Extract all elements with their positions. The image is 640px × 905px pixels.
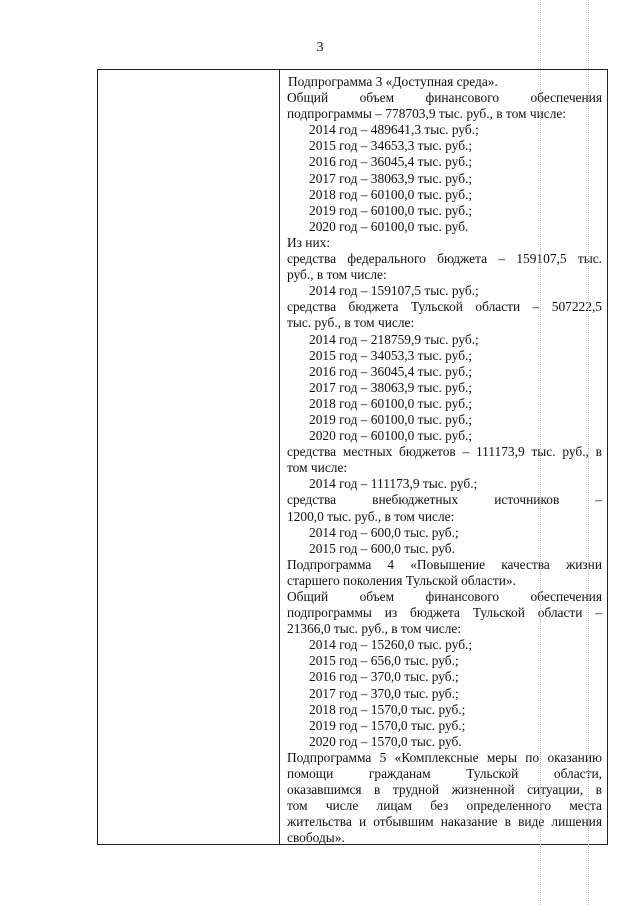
text-cell [287,74,602,847]
text-line: 2015 год – 34653,3 тыс. руб.; [309,138,473,154]
document-table [97,69,608,845]
text-line: старшего поколения Тульской области». [287,572,516,588]
text-line: 2016 год – 36045,4 тыс. руб.; [309,363,473,379]
text-line: 2018 год – 1570,0 тыс. руб.; [309,701,466,717]
text-line: 2014 год – 111173,9 тыс. руб.; [309,476,478,492]
text-line: 1200,0 тыс. руб., в том числе: [287,508,455,524]
text-line: средства бюджета Тульской области – 507222,5 [287,299,602,315]
text-line: 2015 год – 34053,3 тыс. руб.; [309,347,473,363]
text-line: Подпрограмма 5 «Комплексные меры по оказанию [287,749,602,765]
text-line: 2020 год – 1570,0 тыс. руб. [309,733,462,749]
text-line: подпрограммы – 778703,9 тыс. руб., в том числе: [287,106,567,122]
text-line: средства внебюджетных источников – [287,492,602,508]
text-line: Подпрограмма 3 «Доступная среда». [288,74,498,89]
text-line: 2014 год – 489641,3 тыс. руб.; [309,122,479,138]
text-line: 2015 год – 656,0 тыс. руб.; [309,653,459,669]
text-line: подпрограммы из бюджета Тульской области – [287,605,602,621]
text-line: Общий объем финансового обеспечения [287,90,602,106]
text-line: 2016 год – 370,0 тыс. руб.; [309,669,459,685]
text-line: 2020 год – 60100,0 тыс. руб.; [309,428,473,444]
text-line: 2019 год – 1570,0 тыс. руб.; [309,717,466,733]
text-line: 2017 год – 38063,9 тыс. руб.; [309,170,473,186]
text-line: 2018 год – 60100,0 тыс. руб.; [309,186,473,202]
page-number: 3 [316,40,324,55]
text-line: 21366,0 тыс. руб., в том числе: [287,621,462,637]
text-line: 2020 год – 60100,0 тыс. руб. [309,218,469,234]
scan-line [540,0,541,905]
text-line: 2014 год – 218759,9 тыс. руб.; [309,331,479,347]
scan-line [588,0,589,905]
text-line: тыс. руб., в том числе: [287,315,415,331]
text-line: 2017 год – 38063,9 тыс. руб.; [309,379,473,395]
text-line: 2016 год – 36045,4 тыс. руб.; [309,154,473,170]
text-line: Общий объем финансового обеспечения [287,589,602,604]
column-divider [279,70,280,844]
text-line: помощи гражданам Тульской области, [287,766,602,782]
text-line: 2014 год – 159107,5 тыс. руб.; [309,283,479,299]
text-line: 2019 год – 60100,0 тыс. руб.; [309,411,473,427]
text-line: средства местных бюджетов – 111173,9 тыс. руб., в [287,444,602,460]
text-line: том числе лицам без определенного места [287,798,602,814]
text-line: 2015 год – 600,0 тыс. руб. [309,540,455,556]
text-line: Из них: [287,234,331,250]
text-line: жительства и отбывшим наказание в виде лишения [287,814,602,830]
text-line: Подпрограмма 4 «Повышение качества жизни [287,556,602,572]
text-line: руб., в том числе: [287,267,387,283]
text-line: 2014 год – 600,0 тыс. руб.; [309,524,459,540]
text-line: 2017 год – 370,0 тыс. руб.; [309,685,459,701]
text-line: оказавшимся в трудной жизненной ситуации, в [287,782,602,798]
text-line: 2018 год – 60100,0 тыс. руб.; [309,395,473,411]
text-line: 2019 год – 60100,0 тыс. руб.; [309,202,473,218]
text-line: том числе: [287,460,348,476]
text-line: 2014 год – 15260,0 тыс. руб.; [309,637,473,653]
text-line: свободы». [287,830,345,846]
text-line: средства федерального бюджета – 159107,5 тыс. [287,251,602,267]
